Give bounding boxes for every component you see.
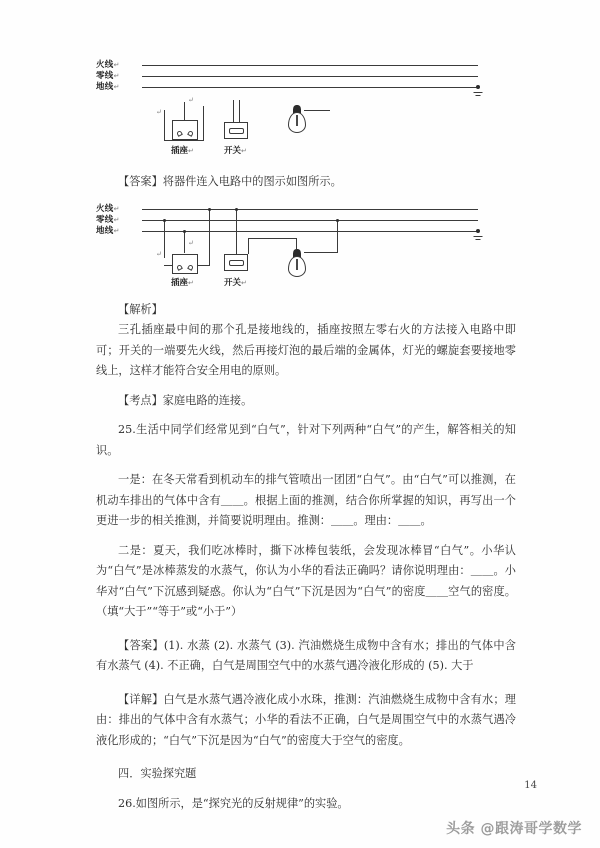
- socket-right-lead-1: [203, 106, 204, 140]
- ground-wire-line-1: [142, 87, 478, 88]
- pilcrow-mark: ↵: [241, 278, 247, 287]
- pilcrow-mark: ↵: [188, 278, 194, 287]
- switch-symbol-2: [224, 254, 248, 271]
- node-dot: [208, 208, 211, 211]
- ground-node-dot: [476, 229, 480, 233]
- switch-lever: [229, 260, 244, 266]
- circuit-diagram-connected: [96, 202, 516, 294]
- switch-lamp-riser: [248, 238, 249, 254]
- live-wire-line-2: [142, 209, 478, 210]
- ground-bar: [473, 92, 482, 93]
- earth-ground-symbol-1: [471, 85, 484, 97]
- lamp-filament: [296, 259, 298, 270]
- ground-drop-socket: [184, 231, 185, 253]
- ground-bar: [475, 239, 480, 240]
- wire-label-neutral-1: 零线↵: [96, 71, 120, 81]
- pilcrow-mark: ↵: [241, 147, 247, 155]
- pilcrow-mark: ↵: [156, 249, 162, 258]
- wire-label-group-1: [96, 58, 138, 93]
- detail-25-text: 【详解】白气是水蒸气遇冷液化成小水珠，推测：汽油燃烧生成物中含有水；理由：排出的气体中含有水蒸气；小华的看法不正确，白气是周围空气中的水蒸气遇冷液化形成的；“白气”下沉是因为“白气”的密度大于空气的密度。: [96, 692, 516, 747]
- switch-label-2: 开关↵: [224, 277, 247, 288]
- wire-label-live-2: 火线↵: [96, 203, 120, 214]
- pilcrow-mark: ↵: [113, 204, 120, 213]
- question-26-stem: 26.如图所示，是“探究光的反射规律”的实验。: [118, 796, 349, 810]
- neutral-wire-line-2: [142, 220, 478, 221]
- lamp-right-lead: [304, 252, 338, 253]
- neutral-wire-line-1: [142, 76, 478, 77]
- switch-label-1: 开关↵: [224, 146, 247, 156]
- socket-label-2: 插座↵: [171, 277, 194, 288]
- pilcrow-mark: ↵: [113, 61, 120, 69]
- section-four-heading: 四．实验探究题: [118, 767, 197, 780]
- page-content: [96, 58, 516, 814]
- analysis-24-heading: 【解析】: [118, 302, 163, 316]
- node-dot: [235, 208, 238, 211]
- earth-ground-symbol-2: [471, 229, 484, 241]
- pilcrow-mark: ↵: [113, 83, 120, 91]
- answer-25-text: 【答案】(1). 水蒸 (2). 水蒸气 (3). 汽油燃烧生成物中含有水；排出的气体中含有水蒸气 (4). 不正确，白气是周围空气中的水蒸气遇冷液化形成的 (5). 大于: [96, 638, 516, 672]
- neutral-drop-socket: [164, 220, 165, 258]
- pilcrow-mark: ↵: [188, 147, 194, 155]
- question-25-stem: 25.生活中同学们经常见到“白气”，针对下列两种“白气”的产生，解答相关的知识。: [96, 423, 516, 457]
- wire-label-ground-1: 地线↵: [96, 82, 120, 92]
- lamp-neutral-riser: [337, 220, 338, 252]
- switch-upper-lead2-1: [239, 100, 240, 122]
- ground-node-dot: [476, 85, 480, 89]
- switch-upper-lead-1: [233, 100, 234, 122]
- question-25-part-one: 一是：在冬天常看到机动车的排气管喷出一团团“白气”。由“白气”可以推测，在机动车排出的气体中含有＿＿。根据上面的推测，结合你所掌握的知识，再写出一个更进一步的相关推测，并简要说明理由。推测：＿＿。理由：＿＿。: [96, 473, 516, 527]
- lamp-filament: [296, 115, 298, 126]
- ground-wire-line-2: [142, 231, 478, 232]
- node-dot: [336, 219, 339, 222]
- wire-label-neutral-2: 零线↵: [96, 214, 120, 225]
- pilcrow-mark: ↵: [113, 226, 120, 235]
- pilcrow-mark: ↵: [113, 72, 120, 80]
- live-drop-switch: [236, 209, 237, 254]
- node-dot: [163, 219, 166, 222]
- pilcrow-mark: ↵: [156, 108, 162, 116]
- answer-24-text: 【答案】将器件连入电路中的图示如图所示。: [118, 175, 342, 188]
- wire-label-group-2: [96, 202, 138, 237]
- pilcrow-mark: ↵: [113, 215, 120, 224]
- switch-symbol-1: [224, 122, 248, 139]
- pilcrow-mark: ↵: [188, 96, 194, 104]
- socket-left-lead-1: [164, 110, 165, 140]
- wire-label-live-1: 火线↵: [96, 60, 120, 70]
- wire-label-ground-2: 地线↵: [96, 225, 120, 236]
- switch-lever: [229, 128, 244, 134]
- node-dot: [183, 230, 186, 233]
- ground-bar: [475, 95, 480, 96]
- socket-ground-lead-1: [184, 102, 185, 120]
- analysis-24-body: 三孔插座最中间的那个孔是接地线的，插座按照左零右火的方法接入电路中即可；开关的一端要先火线，然后再接灯泡的最后端的金属体，灯光的螺旋套要接地零线上，这样才能符合安全用电的原则。: [96, 323, 516, 377]
- lamp-symbol-1: [286, 104, 308, 134]
- question-25-part-two: 二是：夏天，我们吃冰棒时，撕下冰棒包装纸，会发现冰棒冒“白气”。小华认为“白气”是冰棒蒸发的水蒸气，你认为小华的看法正确吗？请你说明理由：＿＿。小华对“白气”下沉感到疑惑。你认为“白气”下沉是因为“白气”的密度＿＿空气的密度。（填“大于”“等于”或“小于”）: [96, 543, 516, 618]
- socket-bottom-lead-1: [164, 140, 204, 141]
- live-wire-line-1: [142, 65, 478, 66]
- watermark: 头条 @跟涛哥学数学: [446, 821, 582, 837]
- lamp-lead-1: [304, 110, 330, 111]
- live-drop-socket: [209, 209, 210, 265]
- keypoint-24-text: 【考点】家庭电路的连接。: [118, 393, 253, 407]
- page-number: 14: [524, 780, 537, 791]
- switch-lamp-bridge: [248, 238, 297, 239]
- socket-symbol-2: [172, 254, 198, 274]
- pilcrow-mark: ↵: [188, 238, 194, 247]
- ground-bar: [473, 236, 482, 237]
- socket-label-1: 插座↵: [171, 146, 194, 156]
- circuit-diagram-unconnected: [96, 58, 516, 166]
- socket-symbol-1: [172, 120, 198, 140]
